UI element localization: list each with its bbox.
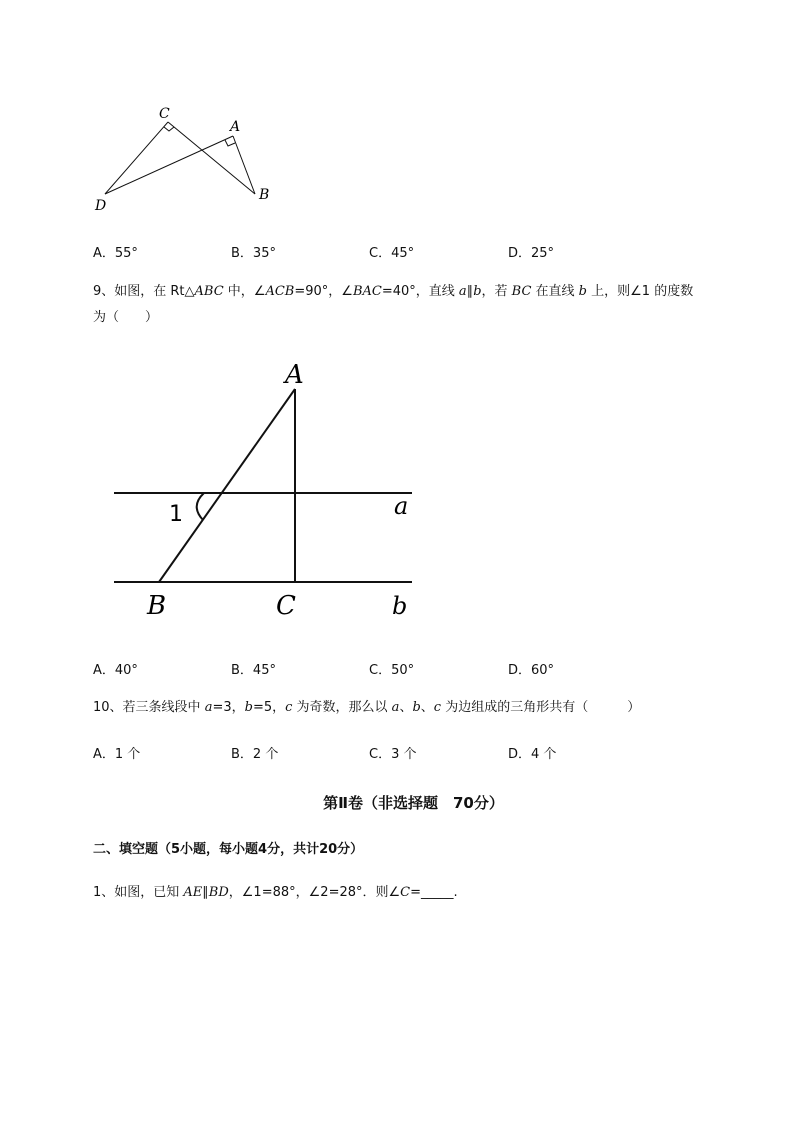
segment-DA [105,136,233,194]
angle-1-arc [197,493,204,520]
segment-AB [159,389,295,582]
segment-CB [168,122,255,194]
label-B: B [259,187,270,203]
q10-option-a: A．1 个 [93,747,141,762]
segment-DC [105,122,168,194]
q10-option-d: D．4 个 [508,747,557,762]
q10-option-b: B．2 个 [231,747,279,762]
label-B: B [147,591,167,621]
q8-option-c: C．45° [369,246,415,261]
label-D: D [95,198,107,214]
figure-q9-parallel-lines [110,358,420,623]
q9-question-line1: 9、如图，在 Rt△ABC 中，∠ACB=90°，∠BAC=40°，直线 a∥b，若 BC 在直线 b 上，则∠1 的度数 [93,284,694,299]
q9-question-line2: 为（ ） [93,310,159,325]
label-A: A [285,360,304,390]
label-a: a [394,492,409,520]
label-1: 1 [169,502,183,527]
q9-option-c: C．50° [369,663,415,678]
q10-option-c: C．3 个 [369,747,417,762]
q10-question: 10、若三条线段中 a=3，b=5，c 为奇数，那么以 a、b、c 为边组成的三角形共有（ ） [93,700,641,715]
section2-subtitle: 二、填空题（5小题，每小题4分，共计20分） [93,842,364,857]
q8-option-b: B．35° [231,246,276,261]
fill-question-1: 1、如图，已知 AE∥BD，∠1=88°，∠2=28°．则∠C=_____. [93,885,458,900]
q8-option-d: D．25° [508,246,555,261]
label-C: C [159,106,170,122]
right-angle-mark-C [164,127,174,131]
label-b: b [392,592,408,620]
right-angle-mark-A [225,140,235,146]
q9-option-d: D．60° [508,663,555,678]
q9-option-b: B．45° [231,663,276,678]
figure-q8-triangles [85,98,285,220]
q8-option-a: A．55° [93,246,138,261]
q9-option-a: A．40° [93,663,138,678]
label-A: A [230,119,241,135]
label-C: C [276,591,296,621]
section2-title: 第Ⅱ卷（非选择题 70分） [323,794,504,812]
